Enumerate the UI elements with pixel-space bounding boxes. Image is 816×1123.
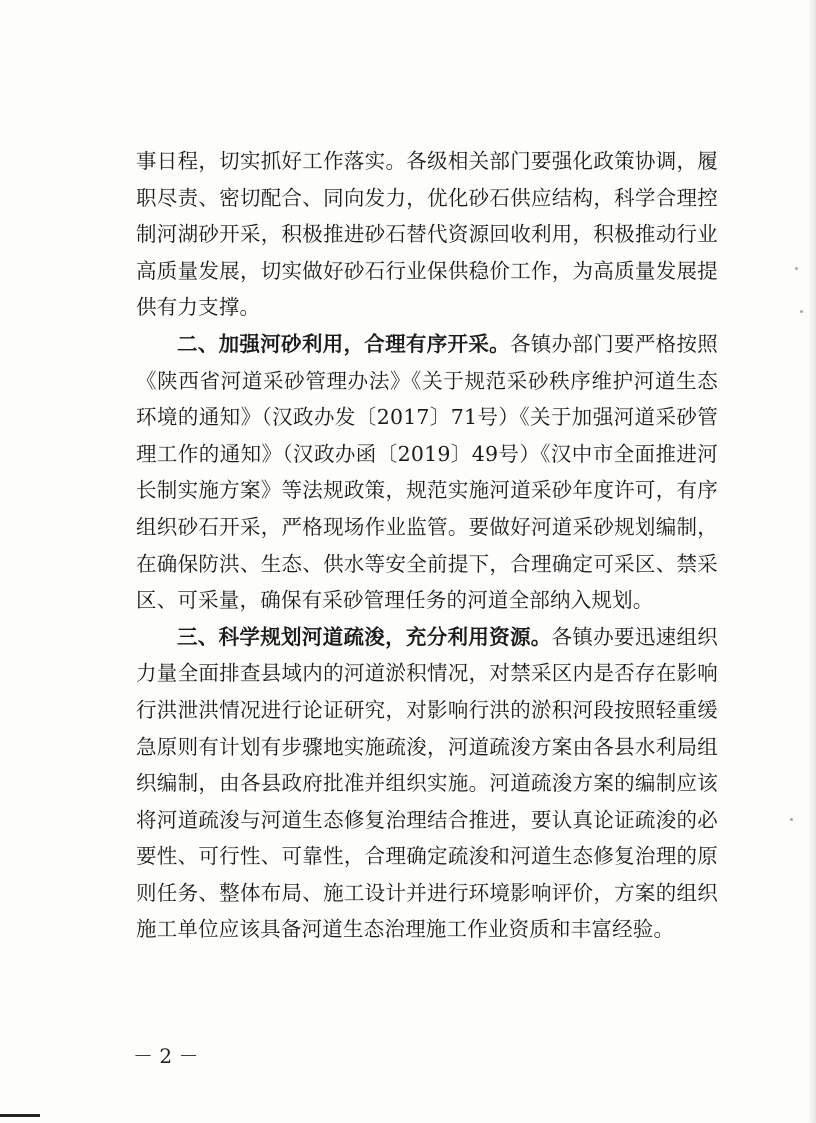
scan-edge-shadow — [808, 0, 816, 1123]
scan-speck — [795, 267, 798, 270]
document-body — [136, 143, 718, 948]
section-2-text: 各镇办部门要严格按照《陕西省河道采砂管理办法》《关于规范采砂秩序维护河道生态环境的通知》（汉政办发〔2017〕71号）《关于加强河道采砂管理工作的通知》（汉政办函〔2019〕49号）《汉中市全面推进河长制实施方案》等法规政策，规范实施河道采砂年度许可，有序组织砂石开采，严格现场作业监管。要做好河道采砂规划编制，在确保防洪、生态、供水等安全前提下，合理确定可采区、禁采区、可采量，确保有采砂管理任务的河道全部纳入规划。 — [136, 331, 719, 613]
scan-speck — [790, 818, 793, 821]
section-2-heading: 二、加强河砂利用，合理有序开采。 — [177, 331, 510, 356]
scan-edge-mark — [0, 1114, 40, 1117]
paragraph-2 — [136, 326, 718, 619]
scan-speck — [800, 310, 803, 313]
paragraph-3 — [136, 619, 718, 948]
page-number: － 2 － — [133, 1044, 199, 1068]
paragraph-1: 事日程，切实抓好工作落实。各级相关部门要强化政策协调，履职尽责、密切配合、同向发力，优化砂石供应结构，科学合理控制河湖砂开采，积极推进砂石替代资源回收利用，积极推动行业高质量发展，切实做好砂石行业保供稳价工作，为高质量发展提供有力支撑。 — [136, 149, 718, 320]
section-3-heading: 三、科学规划河道疏浚，充分利用资源。 — [177, 624, 552, 649]
section-3-text: 各镇办要迅速组织力量全面排查县域内的河道淤积情况，对禁采区内是否存在影响行洪泄洪情况进行论证研究，对影响行洪的淤积河段按照轻重缓急原则有计划有步骤地实施疏浚，河道疏浚方案由各县水利局组织编制，由各县政府批准并组织实施。河道疏浚方案的编制应该将河道疏浚与河道生态修复治理结合推进，要认真论证疏浚的必要性、可行性、可靠性，合理确定疏浚和河道生态修复治理的原则任务、整体布局、施工设计并进行环境影响评价，方案的组织施工单位应该具备河道生态治理施工作业资质和丰富经验。 — [136, 624, 718, 942]
